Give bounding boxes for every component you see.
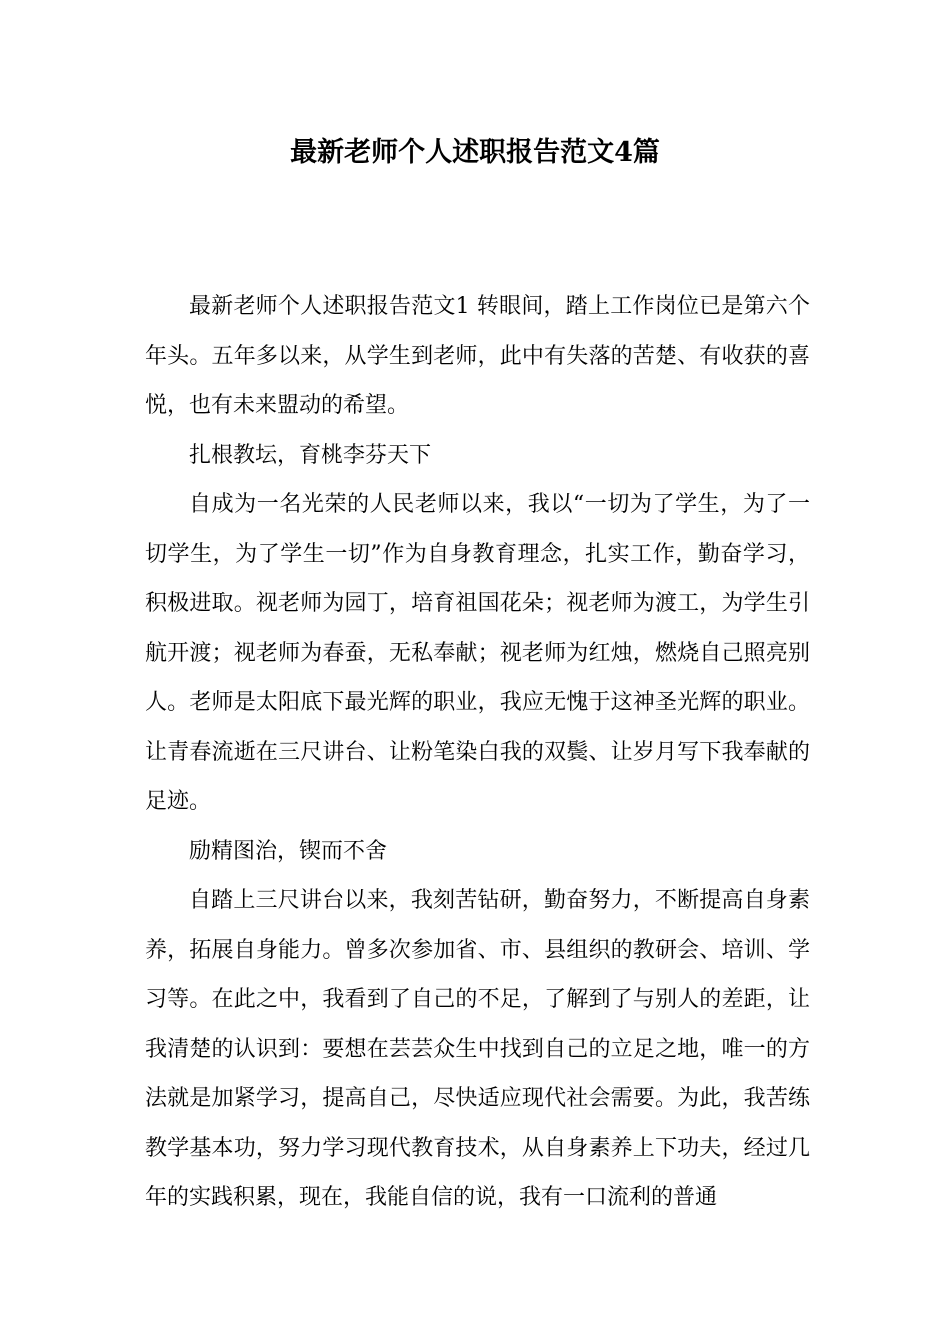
document-body [145,282,810,1223]
paragraph-intro: 最新老师个人述职报告范文1 转眼间，踏上工作岗位已是第六个年头。五年多以来，从学生到老师，此中有失落的苦楚、有收获的喜悦，也有未来盟动的希望。 [145,294,810,418]
paragraph-1: 自成为一名光荣的人民老师以来，我以“一切为了学生，为了一切学生，为了学生一切”作为自身教育理念，扎实工作，勤奋学习，积极进取。视老师为园丁，培育祖国花朵；视老师为渡工，为学生引航开渡；视老师为春蚕，无私奉献；视老师为红烛，燃烧自己照亮别人。老师是太阳底下最光辉的职业，我应无愧于这神圣光辉的职业。让青春流逝在三尺讲台、让粉笔染白我的双鬓、让岁月写下我奉献的足迹。 [145,492,810,814]
paragraph-2: 自踏上三尺讲台以来，我刻苦钻研，勤奋努力，不断提高自身素养，拓展自身能力。曾多次参加省、市、县组织的教研会、培训、学习等。在此之中，我看到了自己的不足，了解到了与别人的差距，让我清楚的认识到：要想在芸芸众生中找到自己的立足之地，唯一的方法就是加紧学习，提高自己，尽快适应现代社会需要。为此，我苦练教学基本功，努力学习现代教育技术，从自身素养上下功夫，经过几年的实践积累，现在，我能自信的说，我有一口流利的普通 [145,888,810,1210]
section-heading-1: 扎根教坛，育桃李芬天下 [189,442,432,468]
document-title: 最新老师个人述职报告范文4篇 [290,137,660,168]
section-heading-2: 励精图治，锲而不舍 [189,838,388,864]
